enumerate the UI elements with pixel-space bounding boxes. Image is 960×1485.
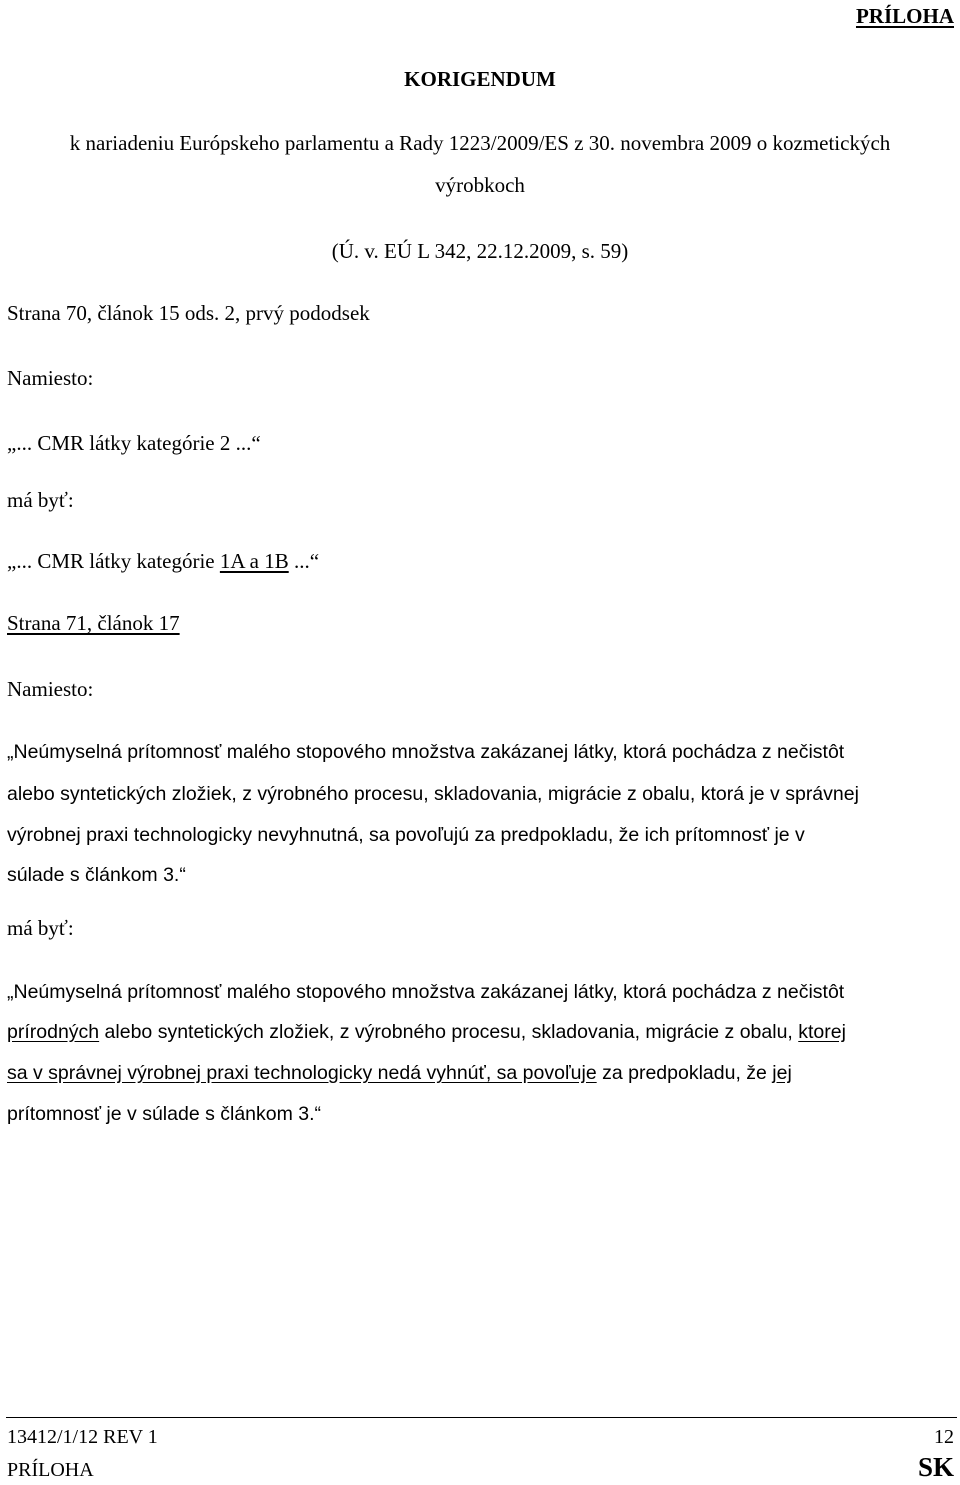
- annex-header-label: PRÍLOHA: [855, 4, 954, 28]
- regulation-title-line-2: výrobkoch: [435, 173, 525, 197]
- correction-2-instead-line: alebo syntetických zložiek, z výrobného procesu, skladovania, migrácie z obalu, ktorá je v správnej: [7, 783, 859, 805]
- document-title: KORIGENDUM: [404, 67, 556, 91]
- correction-2-should-line: [7, 1021, 846, 1044]
- footer-divider: [6, 1417, 957, 1418]
- official-journal-reference: (Ú. v. EÚ L 342, 22.12.2009, s. 59): [331, 239, 629, 263]
- correction-1-should-label: má byť:: [7, 488, 74, 512]
- correction-1-should-text: [7, 549, 319, 574]
- correction-2-instead-label: Namiesto:: [7, 677, 94, 701]
- correction-1-changed-text: 1A a 1B: [219, 549, 289, 573]
- footer-language-code: SK: [917, 1452, 954, 1482]
- correction-2-changed-text: sa v správnej výrobnej praxi technologicky nedá vyhnúť, sa povoľuje: [7, 1062, 597, 1084]
- correction-1-should-suffix: ...“: [288, 549, 320, 573]
- correction-2-location: Strana 71, článok 17: [7, 611, 180, 635]
- correction-2-should-label: má byť:: [7, 916, 74, 940]
- correction-2-should-line: [7, 1062, 792, 1085]
- footer-annex-label: PRÍLOHA: [7, 1459, 94, 1481]
- correction-2-unchanged-text: alebo syntetických zložiek, z výrobného procesu, skladovania, migrácie z obalu,: [99, 1021, 799, 1043]
- correction-2-changed-text: jej: [772, 1062, 792, 1084]
- correction-2-should-line: „Neúmyselná prítomnosť malého stopového množstva zakázanej látky, ktorá pochádza z nečistôt: [7, 981, 845, 1003]
- correction-1-should-prefix: „... CMR látky kategórie: [7, 549, 220, 573]
- footer-page-number: 12: [934, 1426, 954, 1448]
- correction-2-unchanged-text: za predpokladu, že: [596, 1062, 773, 1084]
- correction-2-changed-text: ktorej: [798, 1021, 846, 1043]
- correction-2-instead-line: súlade s článkom 3.“: [7, 864, 186, 886]
- correction-2-should-line: prítomnosť je v súlade s článkom 3.“: [7, 1103, 322, 1125]
- correction-1-instead-label: Namiesto:: [7, 366, 94, 390]
- correction-1-location: Strana 70, článok 15 ods. 2, prvý pododsek: [7, 301, 370, 325]
- correction-1-instead-text: „... CMR látky kategórie 2 ...“: [7, 431, 261, 455]
- regulation-title-line-1: k nariadeniu Európskeho parlamentu a Rady 1223/2009/ES z 30. novembra 2009 o kozmetických: [69, 131, 891, 155]
- correction-2-instead-line: „Neúmyselná prítomnosť malého stopového množstva zakázanej látky, ktorá pochádza z nečistôt: [7, 741, 845, 763]
- footer-document-number: 13412/1/12 REV 1: [7, 1426, 158, 1448]
- correction-2-instead-line: výrobnej praxi technologicky nevyhnutná, sa povoľujú za predpokladu, že ich prítomnosť je v: [7, 824, 805, 846]
- correction-2-changed-text: prírodných: [7, 1021, 100, 1043]
